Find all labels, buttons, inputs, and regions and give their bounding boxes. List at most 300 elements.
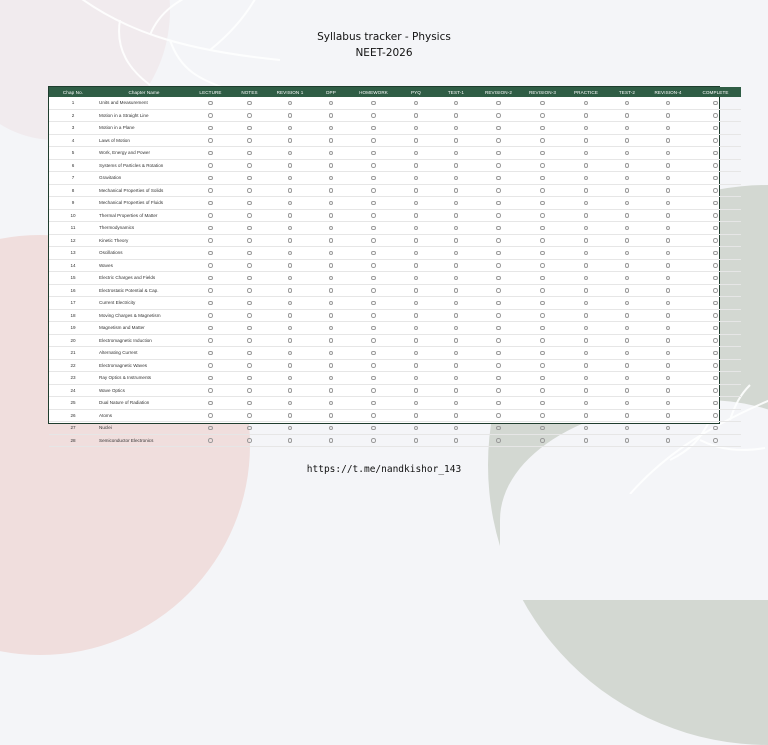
radio-circle-icon[interactable]	[371, 363, 376, 368]
radio-circle-icon[interactable]	[584, 276, 589, 281]
radio-circle-icon[interactable]	[414, 288, 419, 293]
radio-circle-icon[interactable]	[584, 163, 589, 168]
radio-circle-icon[interactable]	[208, 363, 213, 368]
radio-circle-icon[interactable]	[208, 276, 213, 281]
radio-circle-icon[interactable]	[208, 101, 213, 106]
radio-circle-icon[interactable]	[371, 338, 376, 343]
radio-circle-icon[interactable]	[329, 376, 334, 381]
radio-circle-icon[interactable]	[371, 251, 376, 256]
radio-circle-icon[interactable]	[414, 138, 419, 143]
radio-circle-icon[interactable]	[540, 426, 545, 431]
radio-circle-icon[interactable]	[208, 113, 213, 118]
radio-circle-icon[interactable]	[208, 226, 213, 231]
radio-circle-icon[interactable]	[540, 376, 545, 381]
radio-circle-icon[interactable]	[713, 213, 718, 218]
radio-circle-icon[interactable]	[329, 213, 334, 218]
radio-circle-icon[interactable]	[625, 388, 630, 393]
radio-circle-icon[interactable]	[454, 163, 459, 168]
radio-circle-icon[interactable]	[414, 388, 419, 393]
radio-circle-icon[interactable]	[247, 351, 252, 356]
radio-circle-icon[interactable]	[496, 238, 501, 243]
radio-circle-icon[interactable]	[454, 263, 459, 268]
radio-circle-icon[interactable]	[713, 413, 718, 418]
radio-circle-icon[interactable]	[454, 151, 459, 156]
radio-circle-icon[interactable]	[288, 238, 293, 243]
radio-circle-icon[interactable]	[584, 326, 589, 331]
radio-circle-icon[interactable]	[584, 151, 589, 156]
radio-circle-icon[interactable]	[371, 238, 376, 243]
radio-circle-icon[interactable]	[208, 213, 213, 218]
radio-circle-icon[interactable]	[371, 376, 376, 381]
radio-circle-icon[interactable]	[496, 101, 501, 106]
radio-circle-icon[interactable]	[666, 101, 671, 106]
radio-circle-icon[interactable]	[713, 426, 718, 431]
radio-circle-icon[interactable]	[625, 201, 630, 206]
radio-circle-icon[interactable]	[329, 363, 334, 368]
radio-circle-icon[interactable]	[666, 301, 671, 306]
radio-circle-icon[interactable]	[371, 413, 376, 418]
radio-circle-icon[interactable]	[288, 226, 293, 231]
radio-circle-icon[interactable]	[371, 151, 376, 156]
radio-circle-icon[interactable]	[540, 288, 545, 293]
radio-circle-icon[interactable]	[371, 113, 376, 118]
radio-circle-icon[interactable]	[329, 438, 334, 443]
radio-circle-icon[interactable]	[247, 401, 252, 406]
radio-circle-icon[interactable]	[288, 188, 293, 193]
radio-circle-icon[interactable]	[208, 288, 213, 293]
radio-circle-icon[interactable]	[713, 188, 718, 193]
radio-circle-icon[interactable]	[371, 326, 376, 331]
radio-circle-icon[interactable]	[454, 113, 459, 118]
radio-circle-icon[interactable]	[371, 438, 376, 443]
radio-circle-icon[interactable]	[625, 326, 630, 331]
radio-circle-icon[interactable]	[414, 376, 419, 381]
radio-circle-icon[interactable]	[247, 301, 252, 306]
radio-circle-icon[interactable]	[666, 176, 671, 181]
radio-circle-icon[interactable]	[288, 276, 293, 281]
radio-circle-icon[interactable]	[496, 288, 501, 293]
radio-circle-icon[interactable]	[496, 401, 501, 406]
radio-circle-icon[interactable]	[288, 438, 293, 443]
radio-circle-icon[interactable]	[666, 401, 671, 406]
radio-circle-icon[interactable]	[540, 276, 545, 281]
radio-circle-icon[interactable]	[540, 101, 545, 106]
radio-circle-icon[interactable]	[666, 413, 671, 418]
radio-circle-icon[interactable]	[713, 326, 718, 331]
radio-circle-icon[interactable]	[713, 101, 718, 106]
radio-circle-icon[interactable]	[540, 176, 545, 181]
radio-circle-icon[interactable]	[666, 163, 671, 168]
radio-circle-icon[interactable]	[454, 313, 459, 318]
radio-circle-icon[interactable]	[584, 401, 589, 406]
radio-circle-icon[interactable]	[208, 151, 213, 156]
radio-circle-icon[interactable]	[247, 338, 252, 343]
radio-circle-icon[interactable]	[666, 276, 671, 281]
radio-circle-icon[interactable]	[584, 251, 589, 256]
radio-circle-icon[interactable]	[666, 151, 671, 156]
radio-circle-icon[interactable]	[414, 226, 419, 231]
radio-circle-icon[interactable]	[288, 213, 293, 218]
radio-circle-icon[interactable]	[540, 313, 545, 318]
radio-circle-icon[interactable]	[371, 276, 376, 281]
radio-circle-icon[interactable]	[584, 338, 589, 343]
radio-circle-icon[interactable]	[414, 263, 419, 268]
radio-circle-icon[interactable]	[584, 113, 589, 118]
radio-circle-icon[interactable]	[247, 276, 252, 281]
radio-circle-icon[interactable]	[454, 351, 459, 356]
radio-circle-icon[interactable]	[713, 163, 718, 168]
radio-circle-icon[interactable]	[625, 301, 630, 306]
radio-circle-icon[interactable]	[713, 263, 718, 268]
radio-circle-icon[interactable]	[288, 313, 293, 318]
radio-circle-icon[interactable]	[247, 313, 252, 318]
radio-circle-icon[interactable]	[454, 338, 459, 343]
radio-circle-icon[interactable]	[496, 113, 501, 118]
radio-circle-icon[interactable]	[496, 301, 501, 306]
radio-circle-icon[interactable]	[454, 188, 459, 193]
radio-circle-icon[interactable]	[540, 401, 545, 406]
radio-circle-icon[interactable]	[584, 226, 589, 231]
radio-circle-icon[interactable]	[288, 351, 293, 356]
radio-circle-icon[interactable]	[454, 363, 459, 368]
radio-circle-icon[interactable]	[247, 101, 252, 106]
radio-circle-icon[interactable]	[454, 138, 459, 143]
radio-circle-icon[interactable]	[454, 276, 459, 281]
radio-circle-icon[interactable]	[371, 263, 376, 268]
radio-circle-icon[interactable]	[625, 238, 630, 243]
radio-circle-icon[interactable]	[454, 388, 459, 393]
radio-circle-icon[interactable]	[454, 201, 459, 206]
radio-circle-icon[interactable]	[247, 288, 252, 293]
radio-circle-icon[interactable]	[496, 351, 501, 356]
radio-circle-icon[interactable]	[247, 426, 252, 431]
radio-circle-icon[interactable]	[540, 338, 545, 343]
radio-circle-icon[interactable]	[371, 351, 376, 356]
radio-circle-icon[interactable]	[625, 376, 630, 381]
radio-circle-icon[interactable]	[496, 176, 501, 181]
radio-circle-icon[interactable]	[666, 426, 671, 431]
radio-circle-icon[interactable]	[496, 263, 501, 268]
radio-circle-icon[interactable]	[713, 301, 718, 306]
radio-circle-icon[interactable]	[208, 388, 213, 393]
radio-circle-icon[interactable]	[625, 338, 630, 343]
radio-circle-icon[interactable]	[666, 351, 671, 356]
radio-circle-icon[interactable]	[540, 413, 545, 418]
radio-circle-icon[interactable]	[208, 338, 213, 343]
radio-circle-icon[interactable]	[329, 313, 334, 318]
radio-circle-icon[interactable]	[713, 401, 718, 406]
radio-circle-icon[interactable]	[208, 401, 213, 406]
radio-circle-icon[interactable]	[247, 126, 252, 131]
radio-circle-icon[interactable]	[540, 238, 545, 243]
radio-circle-icon[interactable]	[329, 288, 334, 293]
radio-circle-icon[interactable]	[540, 351, 545, 356]
radio-circle-icon[interactable]	[288, 301, 293, 306]
radio-circle-icon[interactable]	[208, 176, 213, 181]
radio-circle-icon[interactable]	[371, 388, 376, 393]
radio-circle-icon[interactable]	[329, 426, 334, 431]
radio-circle-icon[interactable]	[454, 251, 459, 256]
radio-circle-icon[interactable]	[496, 326, 501, 331]
radio-circle-icon[interactable]	[414, 101, 419, 106]
radio-circle-icon[interactable]	[247, 363, 252, 368]
radio-circle-icon[interactable]	[713, 288, 718, 293]
radio-circle-icon[interactable]	[713, 313, 718, 318]
radio-circle-icon[interactable]	[371, 176, 376, 181]
radio-circle-icon[interactable]	[625, 138, 630, 143]
radio-circle-icon[interactable]	[329, 338, 334, 343]
radio-circle-icon[interactable]	[666, 188, 671, 193]
radio-circle-icon[interactable]	[208, 263, 213, 268]
radio-circle-icon[interactable]	[371, 126, 376, 131]
radio-circle-icon[interactable]	[454, 376, 459, 381]
radio-circle-icon[interactable]	[584, 363, 589, 368]
radio-circle-icon[interactable]	[496, 276, 501, 281]
radio-circle-icon[interactable]	[666, 201, 671, 206]
radio-circle-icon[interactable]	[584, 213, 589, 218]
radio-circle-icon[interactable]	[414, 426, 419, 431]
radio-circle-icon[interactable]	[288, 126, 293, 131]
radio-circle-icon[interactable]	[208, 126, 213, 131]
radio-circle-icon[interactable]	[584, 438, 589, 443]
radio-circle-icon[interactable]	[584, 351, 589, 356]
radio-circle-icon[interactable]	[713, 238, 718, 243]
radio-circle-icon[interactable]	[496, 338, 501, 343]
radio-circle-icon[interactable]	[247, 188, 252, 193]
radio-circle-icon[interactable]	[666, 213, 671, 218]
radio-circle-icon[interactable]	[414, 326, 419, 331]
radio-circle-icon[interactable]	[414, 301, 419, 306]
radio-circle-icon[interactable]	[713, 226, 718, 231]
radio-circle-icon[interactable]	[584, 176, 589, 181]
radio-circle-icon[interactable]	[540, 163, 545, 168]
radio-circle-icon[interactable]	[288, 176, 293, 181]
radio-circle-icon[interactable]	[208, 438, 213, 443]
radio-circle-icon[interactable]	[496, 151, 501, 156]
radio-circle-icon[interactable]	[414, 338, 419, 343]
radio-circle-icon[interactable]	[288, 163, 293, 168]
radio-circle-icon[interactable]	[329, 263, 334, 268]
radio-circle-icon[interactable]	[666, 238, 671, 243]
radio-circle-icon[interactable]	[371, 188, 376, 193]
radio-circle-icon[interactable]	[329, 388, 334, 393]
radio-circle-icon[interactable]	[329, 413, 334, 418]
radio-circle-icon[interactable]	[329, 201, 334, 206]
radio-circle-icon[interactable]	[666, 226, 671, 231]
radio-circle-icon[interactable]	[454, 126, 459, 131]
radio-circle-icon[interactable]	[208, 188, 213, 193]
radio-circle-icon[interactable]	[329, 351, 334, 356]
radio-circle-icon[interactable]	[208, 238, 213, 243]
radio-circle-icon[interactable]	[584, 301, 589, 306]
radio-circle-icon[interactable]	[329, 138, 334, 143]
radio-circle-icon[interactable]	[540, 363, 545, 368]
radio-circle-icon[interactable]	[371, 288, 376, 293]
radio-circle-icon[interactable]	[625, 263, 630, 268]
radio-circle-icon[interactable]	[666, 288, 671, 293]
radio-circle-icon[interactable]	[288, 263, 293, 268]
radio-circle-icon[interactable]	[666, 326, 671, 331]
radio-circle-icon[interactable]	[713, 338, 718, 343]
radio-circle-icon[interactable]	[584, 413, 589, 418]
radio-circle-icon[interactable]	[288, 138, 293, 143]
radio-circle-icon[interactable]	[496, 363, 501, 368]
radio-circle-icon[interactable]	[247, 238, 252, 243]
radio-circle-icon[interactable]	[625, 276, 630, 281]
radio-circle-icon[interactable]	[208, 138, 213, 143]
radio-circle-icon[interactable]	[414, 251, 419, 256]
radio-circle-icon[interactable]	[625, 126, 630, 131]
radio-circle-icon[interactable]	[540, 188, 545, 193]
radio-circle-icon[interactable]	[496, 188, 501, 193]
radio-circle-icon[interactable]	[329, 401, 334, 406]
radio-circle-icon[interactable]	[208, 326, 213, 331]
radio-circle-icon[interactable]	[329, 188, 334, 193]
radio-circle-icon[interactable]	[329, 238, 334, 243]
radio-circle-icon[interactable]	[713, 113, 718, 118]
radio-circle-icon[interactable]	[496, 438, 501, 443]
radio-circle-icon[interactable]	[329, 326, 334, 331]
radio-circle-icon[interactable]	[713, 388, 718, 393]
radio-circle-icon[interactable]	[540, 126, 545, 131]
radio-circle-icon[interactable]	[371, 401, 376, 406]
telegram-link[interactable]: https://t.me/nandkishor_143	[306, 464, 462, 475]
radio-circle-icon[interactable]	[329, 163, 334, 168]
radio-circle-icon[interactable]	[454, 413, 459, 418]
radio-circle-icon[interactable]	[414, 176, 419, 181]
radio-circle-icon[interactable]	[625, 351, 630, 356]
radio-circle-icon[interactable]	[666, 363, 671, 368]
radio-circle-icon[interactable]	[625, 426, 630, 431]
radio-circle-icon[interactable]	[713, 201, 718, 206]
radio-circle-icon[interactable]	[247, 388, 252, 393]
radio-circle-icon[interactable]	[414, 413, 419, 418]
radio-circle-icon[interactable]	[540, 388, 545, 393]
radio-circle-icon[interactable]	[584, 188, 589, 193]
radio-circle-icon[interactable]	[625, 313, 630, 318]
radio-circle-icon[interactable]	[454, 438, 459, 443]
radio-circle-icon[interactable]	[414, 201, 419, 206]
radio-circle-icon[interactable]	[247, 251, 252, 256]
radio-circle-icon[interactable]	[414, 363, 419, 368]
radio-circle-icon[interactable]	[540, 326, 545, 331]
radio-circle-icon[interactable]	[454, 301, 459, 306]
radio-circle-icon[interactable]	[496, 226, 501, 231]
radio-circle-icon[interactable]	[584, 101, 589, 106]
radio-circle-icon[interactable]	[625, 363, 630, 368]
radio-circle-icon[interactable]	[496, 201, 501, 206]
radio-circle-icon[interactable]	[540, 438, 545, 443]
radio-circle-icon[interactable]	[540, 251, 545, 256]
radio-circle-icon[interactable]	[371, 226, 376, 231]
radio-circle-icon[interactable]	[288, 413, 293, 418]
radio-circle-icon[interactable]	[371, 101, 376, 106]
radio-circle-icon[interactable]	[329, 126, 334, 131]
radio-circle-icon[interactable]	[713, 438, 718, 443]
radio-circle-icon[interactable]	[666, 388, 671, 393]
radio-circle-icon[interactable]	[666, 251, 671, 256]
radio-circle-icon[interactable]	[666, 263, 671, 268]
radio-circle-icon[interactable]	[713, 176, 718, 181]
radio-circle-icon[interactable]	[371, 426, 376, 431]
radio-circle-icon[interactable]	[329, 101, 334, 106]
radio-circle-icon[interactable]	[288, 376, 293, 381]
radio-circle-icon[interactable]	[288, 113, 293, 118]
radio-circle-icon[interactable]	[288, 201, 293, 206]
radio-circle-icon[interactable]	[584, 313, 589, 318]
radio-circle-icon[interactable]	[208, 351, 213, 356]
radio-circle-icon[interactable]	[329, 226, 334, 231]
radio-circle-icon[interactable]	[454, 226, 459, 231]
radio-circle-icon[interactable]	[329, 251, 334, 256]
radio-circle-icon[interactable]	[496, 376, 501, 381]
radio-circle-icon[interactable]	[540, 301, 545, 306]
radio-circle-icon[interactable]	[496, 138, 501, 143]
radio-circle-icon[interactable]	[540, 201, 545, 206]
radio-circle-icon[interactable]	[713, 376, 718, 381]
radio-circle-icon[interactable]	[247, 438, 252, 443]
radio-circle-icon[interactable]	[414, 438, 419, 443]
radio-circle-icon[interactable]	[625, 413, 630, 418]
radio-circle-icon[interactable]	[414, 126, 419, 131]
radio-circle-icon[interactable]	[288, 401, 293, 406]
radio-circle-icon[interactable]	[625, 438, 630, 443]
radio-circle-icon[interactable]	[625, 113, 630, 118]
radio-circle-icon[interactable]	[625, 213, 630, 218]
radio-circle-icon[interactable]	[454, 326, 459, 331]
radio-circle-icon[interactable]	[584, 288, 589, 293]
radio-circle-icon[interactable]	[288, 363, 293, 368]
radio-circle-icon[interactable]	[713, 351, 718, 356]
radio-circle-icon[interactable]	[584, 238, 589, 243]
radio-circle-icon[interactable]	[713, 126, 718, 131]
radio-circle-icon[interactable]	[496, 426, 501, 431]
radio-circle-icon[interactable]	[414, 276, 419, 281]
radio-circle-icon[interactable]	[584, 426, 589, 431]
radio-circle-icon[interactable]	[666, 313, 671, 318]
radio-circle-icon[interactable]	[371, 163, 376, 168]
radio-circle-icon[interactable]	[666, 338, 671, 343]
radio-circle-icon[interactable]	[208, 376, 213, 381]
radio-circle-icon[interactable]	[371, 138, 376, 143]
radio-circle-icon[interactable]	[454, 288, 459, 293]
radio-circle-icon[interactable]	[208, 413, 213, 418]
radio-circle-icon[interactable]	[666, 438, 671, 443]
radio-circle-icon[interactable]	[713, 151, 718, 156]
radio-circle-icon[interactable]	[584, 376, 589, 381]
radio-circle-icon[interactable]	[288, 251, 293, 256]
radio-circle-icon[interactable]	[496, 313, 501, 318]
radio-circle-icon[interactable]	[414, 188, 419, 193]
radio-circle-icon[interactable]	[208, 251, 213, 256]
radio-circle-icon[interactable]	[247, 376, 252, 381]
radio-circle-icon[interactable]	[288, 151, 293, 156]
radio-circle-icon[interactable]	[247, 213, 252, 218]
radio-circle-icon[interactable]	[625, 188, 630, 193]
radio-circle-icon[interactable]	[288, 388, 293, 393]
radio-circle-icon[interactable]	[288, 326, 293, 331]
radio-circle-icon[interactable]	[666, 376, 671, 381]
radio-circle-icon[interactable]	[329, 151, 334, 156]
radio-circle-icon[interactable]	[584, 201, 589, 206]
radio-circle-icon[interactable]	[625, 176, 630, 181]
radio-circle-icon[interactable]	[371, 313, 376, 318]
radio-circle-icon[interactable]	[208, 313, 213, 318]
radio-circle-icon[interactable]	[247, 326, 252, 331]
radio-circle-icon[interactable]	[414, 401, 419, 406]
radio-circle-icon[interactable]	[208, 426, 213, 431]
radio-circle-icon[interactable]	[208, 201, 213, 206]
